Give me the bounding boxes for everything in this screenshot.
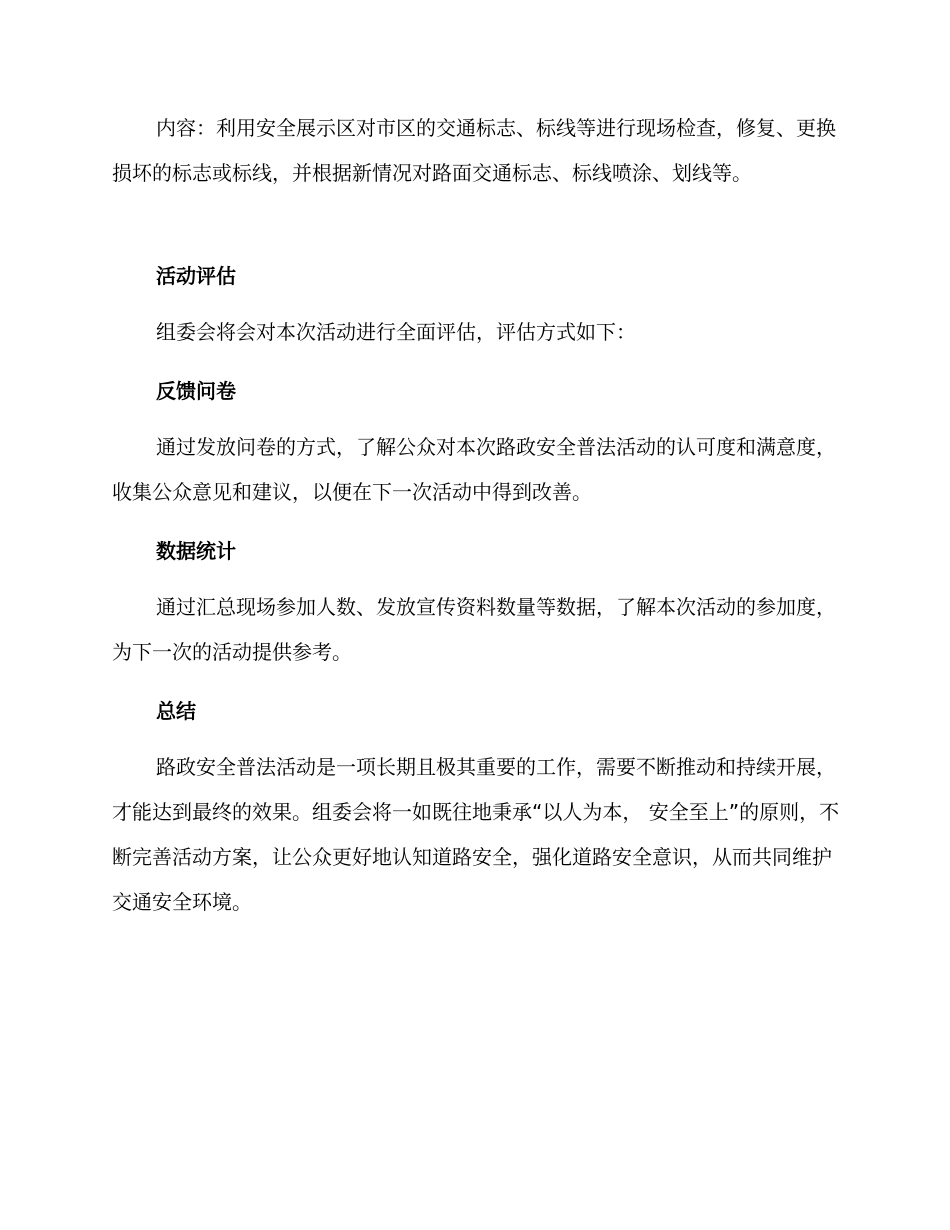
section-heading-activity-evaluation: 活动评估 (156, 264, 236, 288)
statistics-paragraph: 通过汇总现场参加人数、发放宣传资料数量等数据，了解本次活动的参加度，为下一次的活动提供参考。 (112, 595, 836, 664)
section-heading-summary: 总结 (156, 699, 196, 723)
content-paragraph: 内容：利用安全展示区对市区的交通标志、标线等进行现场检查，修复、更换损坏的标志或标线，并根据新情况对路面交通标志、标线喷涂、划线等。 (112, 116, 836, 185)
survey-paragraph: 通过发放问卷的方式，了解公众对本次路政安全普法活动的认可度和满意度，收集公众意见和建议，以便在下一次活动中得到改善。 (112, 435, 836, 504)
section-heading-feedback-survey: 反馈问卷 (156, 379, 236, 403)
summary-paragraph: 路政安全普法活动是一项长期且极其重要的工作，需要不断推动和持续开展，才能达到最终的效果。组委会将一如既往地秉承“以人为本， 安全至上”的原则，不断完善活动方案，让公众更好地认知道路安全，强化道路安全意识，从而共同维护交通安全环境。 (112, 755, 840, 914)
section-heading-data-statistics: 数据统计 (156, 539, 236, 563)
evaluation-intro-paragraph: 组委会将会对本次活动进行全面评估，评估方式如下： (156, 320, 636, 344)
